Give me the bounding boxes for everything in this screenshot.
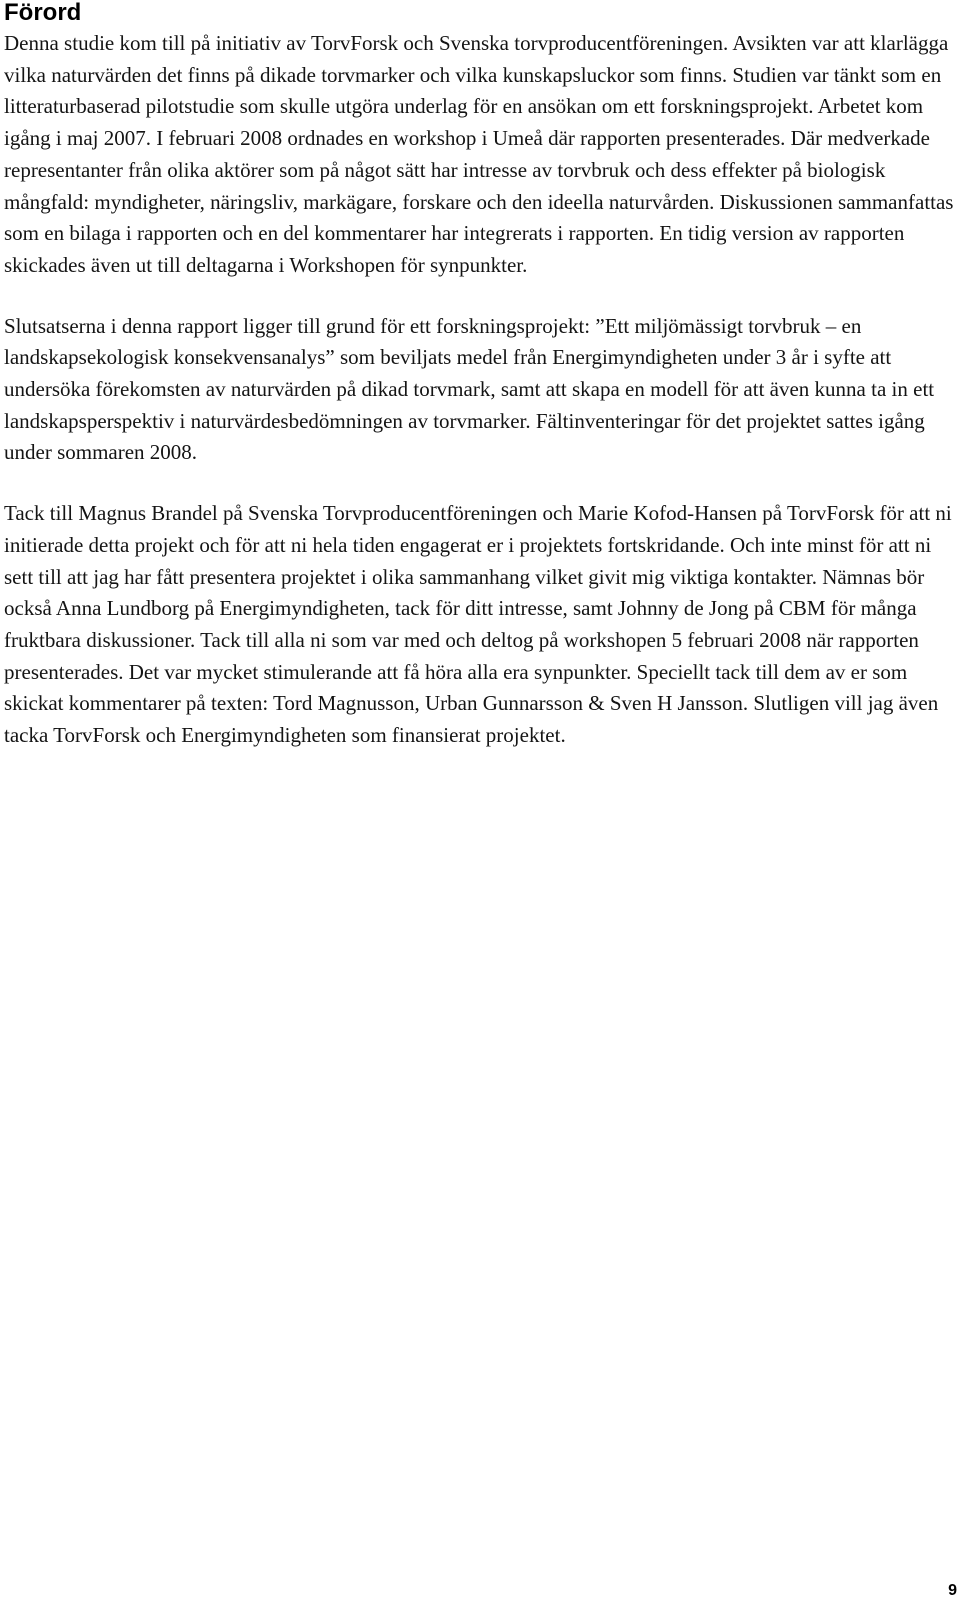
section-heading: Förord (4, 0, 82, 26)
page-number: 9 (948, 1582, 957, 1599)
paragraph-intro: Denna studie kom till på initiativ av TorvForsk och Svenska torvproducentföreningen. Avsikten var att klarlägga vilka naturvärden det finns på dikade torvmarker och vilka kunskapsluckor som finns. Studien var tänkt som en litteraturbaserad pilotstudie som skulle utgöra underlag för en ansökan om ett forskningsprojekt. Arbetet kom igång i maj 2007. I februari 2008 ordnades en workshop i Umeå där rapporten presenterades. Där medverkade representanter från olika aktörer som på något sätt har intresse av torvbruk och dess effekter på biologisk mångfald: myndigheter, näringsliv, markägare, forskare och den ideella naturvården. Diskussionen sammanfattas som en bilaga i rapporten och en del kommentarer har integrerats i rapporten. En tidig version av rapporten skickades även ut till deltagarna i Workshopen för synpunkter. (4, 31, 954, 277)
document-page (4, 0, 954, 752)
paragraph-conclusions: Slutsatserna i denna rapport ligger till grund för ett forskningsprojekt: ”Ett miljömässigt torvbruk – en landskapsekologisk konsekvensanalys” som beviljats medel från Energimyndigheten under 3 år i syfte att undersöka förekomsten av naturvärden på dikad torvmark, samt att skapa en modell för att även kunna ta in ett landskapsperspektiv i naturvärdesbedömningen av torvmarker. Fältinventeringar för det projektet sattes igång under sommaren 2008. (4, 313, 935, 465)
paragraph-acknowledgements: Tack till Magnus Brandel på Svenska Torvproducentföreningen och Marie Kofod-Hansen på TorvForsk för att ni initierade detta projekt och för att ni hela tiden engagerat er i projektets fortskridande. Och inte minst för att ni sett till att jag har fått presentera projektet i olika sammanhang vilket givit mig viktiga kontakter. Nämnas bör också Anna Lundborg på Energimyndigheten, tack för ditt intresse, samt Johnny de Jong på CBM för många fruktbara diskussioner. Tack till alla ni som var med och deltog på workshopen 5 februari 2008 när rapporten presenterades. Det var mycket stimulerande att få höra alla era synpunkter. Speciellt tack till dem av er som skickat kommentarer på texten: Tord Magnusson, Urban Gunnarsson & Sven H Jansson. Slutligen vill jag även tacka TorvForsk och Energimyndigheten som finansierat projektet. (4, 501, 952, 748)
